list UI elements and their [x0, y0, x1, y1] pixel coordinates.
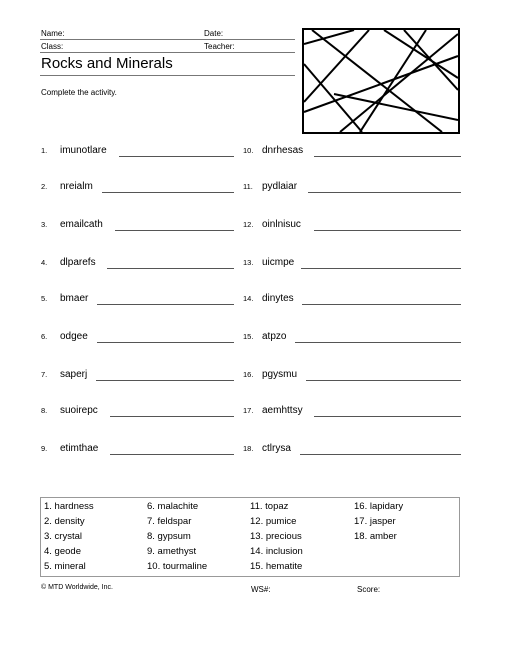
word-bank-item: 1. hardness: [44, 501, 94, 512]
answer-line[interactable]: [102, 192, 234, 193]
question-number: 11.: [243, 182, 253, 191]
scrambled-word: ctlrysa: [262, 443, 291, 454]
scrambled-word: dlparefs: [60, 257, 96, 268]
date-label: Date:: [204, 29, 224, 38]
answer-line[interactable]: [110, 454, 234, 455]
scrambled-word: emailcath: [60, 219, 103, 230]
question-number: 15.: [243, 332, 254, 341]
scrambled-word: odgee: [60, 331, 88, 342]
answer-line[interactable]: [302, 304, 461, 305]
name-label: Name:: [41, 29, 65, 38]
word-bank-item: 7. feldspar: [147, 516, 192, 527]
word-bank-item: 5. mineral: [44, 561, 86, 572]
scrambled-word: oinlnisuc: [262, 219, 301, 230]
score-label: Score:: [357, 585, 381, 594]
question-number: 17.: [243, 406, 254, 415]
question-number: 12.: [243, 220, 254, 229]
word-bank-item: 17. jasper: [354, 516, 396, 527]
question-number: 13.: [243, 258, 254, 267]
scrambled-word: pydlaiar: [262, 181, 298, 192]
answer-line[interactable]: [115, 230, 234, 231]
scrambled-word: pgysmu: [262, 369, 298, 380]
question-number: 3.: [41, 220, 48, 229]
scrambled-word: atpzo: [262, 331, 287, 342]
title-rule: [40, 75, 295, 76]
question-number: 8.: [41, 406, 48, 415]
scrambled-word: saperj: [60, 369, 88, 380]
word-bank-item: 15. hematite: [250, 561, 303, 572]
word-bank: [40, 497, 460, 577]
word-bank-item: 4. geode: [44, 546, 81, 557]
instructions: Complete the activity.: [41, 88, 117, 97]
answer-line[interactable]: [295, 342, 461, 343]
word-bank-item: 16. lapidary: [354, 501, 404, 512]
scrambled-word: imunotlare: [60, 145, 107, 156]
word-bank-item: 13. precious: [250, 531, 302, 542]
answer-line[interactable]: [314, 230, 461, 231]
name-rule: [40, 39, 295, 40]
scrambled-word: suoirepc: [60, 405, 98, 416]
answer-line[interactable]: [306, 380, 461, 381]
scrambled-word: aemhttsy: [262, 405, 303, 416]
question-number: 10.: [243, 146, 254, 155]
answer-line[interactable]: [110, 416, 234, 417]
question-number: 16.: [243, 370, 254, 379]
question-number: 14.: [243, 294, 254, 303]
answer-line[interactable]: [300, 454, 461, 455]
question-number: 6.: [41, 332, 48, 341]
abstract-lines-decoration: [302, 28, 460, 134]
question-number: 18.: [243, 444, 254, 453]
teacher-label: Teacher:: [204, 42, 235, 51]
class-rule: [40, 52, 295, 53]
scrambled-word: uicmpe: [262, 257, 295, 268]
answer-line[interactable]: [308, 192, 461, 193]
word-bank-item: 11. topaz: [250, 501, 289, 512]
word-bank-item: 14. inclusion: [250, 546, 303, 557]
word-bank-item: 12. pumice: [250, 516, 297, 527]
question-number: 2.: [41, 182, 48, 191]
answer-line[interactable]: [97, 304, 234, 305]
word-bank-item: 8. gypsum: [147, 531, 191, 542]
class-label: Class:: [41, 42, 64, 51]
copyright: © MTD Worldwide, Inc.: [41, 584, 113, 591]
question-number: 4.: [41, 258, 48, 267]
answer-line[interactable]: [97, 342, 234, 343]
question-number: 9.: [41, 444, 48, 453]
abstract-lines-svg: [304, 30, 458, 132]
answer-line[interactable]: [119, 156, 234, 157]
word-bank-item: 10. tourmaline: [147, 561, 208, 572]
answer-line[interactable]: [107, 268, 234, 269]
word-bank-item: 3. crystal: [44, 531, 83, 542]
scrambled-word: etimthae: [60, 443, 99, 454]
scrambled-word: nreialm: [60, 181, 93, 192]
worksheet-title: Rocks and Minerals: [41, 55, 173, 72]
scrambled-word: bmaer: [60, 293, 89, 304]
answer-line[interactable]: [96, 380, 234, 381]
question-number: 5.: [41, 294, 48, 303]
question-number: 1.: [41, 146, 48, 155]
scrambled-word: dinytes: [262, 293, 294, 304]
word-bank-item: 9. amethyst: [147, 546, 197, 557]
ws-label: WS#:: [251, 585, 271, 594]
answer-line[interactable]: [314, 156, 461, 157]
word-bank-item: 6. malachite: [147, 501, 199, 512]
word-bank-item: 2. density: [44, 516, 85, 527]
word-bank-item: 18. amber: [354, 531, 397, 542]
scrambled-word: dnrhesas: [262, 145, 304, 156]
answer-line[interactable]: [314, 416, 461, 417]
answer-line[interactable]: [301, 268, 461, 269]
question-number: 7.: [41, 370, 48, 379]
